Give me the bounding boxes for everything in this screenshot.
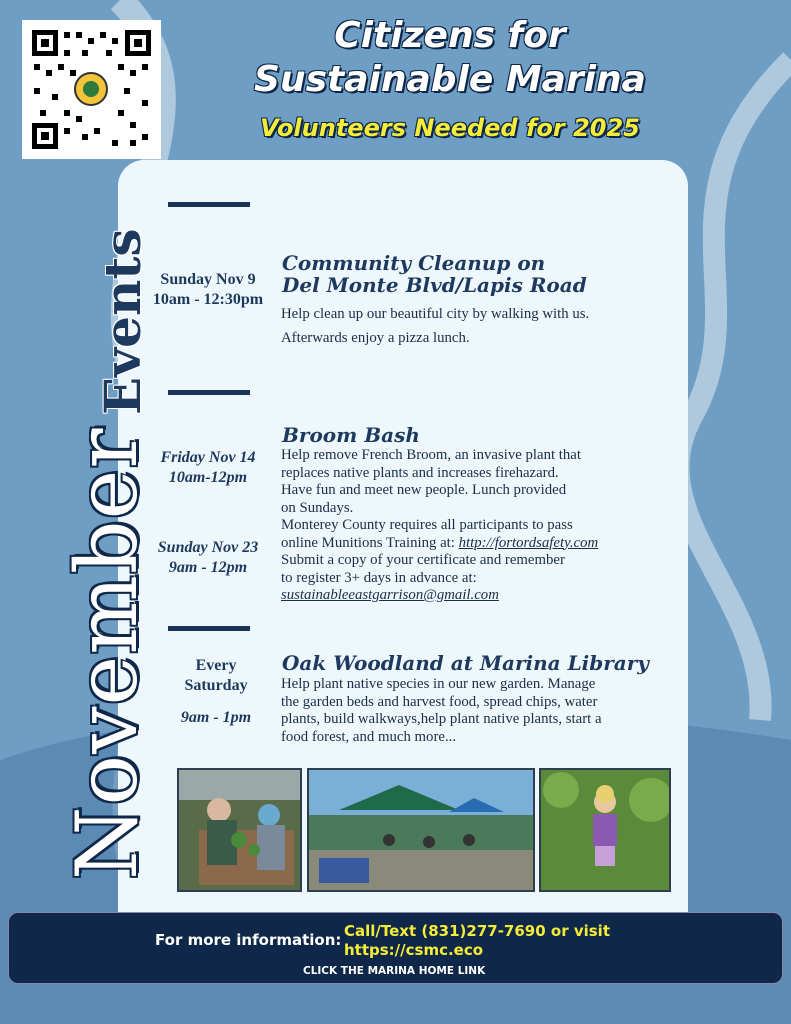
body-line: the garden beds and harvest food, spread chips, water xyxy=(281,693,598,710)
photo-event-tents xyxy=(307,768,535,892)
separator xyxy=(168,390,250,395)
date-time: 10am-12pm xyxy=(168,469,248,486)
footer-contact xyxy=(344,922,610,960)
event-3-title: Oak Woodland at Marina Library xyxy=(282,651,649,675)
body-text: online Munitions Training at: xyxy=(281,534,459,551)
contact-phone: Call/Text (831)277-7690 or visit xyxy=(344,922,610,940)
title-line-1: Citizens for xyxy=(334,15,566,56)
title-line-2: Sustainable Marina xyxy=(254,59,646,100)
date-day: Sunday Nov 9 xyxy=(160,271,256,288)
qr-code[interactable] xyxy=(22,20,161,159)
events-heading: Events xyxy=(93,228,152,415)
event-3-description xyxy=(281,676,666,746)
body-line: Monterey County requires all participants to pass xyxy=(281,517,573,533)
registration-email-link[interactable]: sustainableeastgarrison@gmail.com xyxy=(281,587,499,603)
website-link[interactable]: https://csmc.eco xyxy=(344,941,484,959)
page-title xyxy=(190,14,710,102)
home-link[interactable]: CLICK THE MARINA HOME LINK xyxy=(303,965,486,977)
photo-child-garden xyxy=(539,768,671,892)
event-2-date-b xyxy=(138,538,278,578)
separator xyxy=(168,626,250,631)
qr-code-icon xyxy=(22,20,161,159)
body-line xyxy=(281,535,666,553)
date-day: Friday Nov 14 xyxy=(160,449,256,466)
date-time: 10am - 12:30pm xyxy=(152,291,264,308)
body-line: Help plant native species in our new garden. Manage xyxy=(281,676,596,692)
date-time: 9am - 1pm xyxy=(180,709,252,726)
body-line: to register 3+ days in advance at: xyxy=(281,569,477,586)
date-day: Sunday Nov 23 xyxy=(157,539,259,556)
body-line: on Sundays. xyxy=(281,499,354,516)
garden-photo-icon xyxy=(179,770,300,890)
body-line: Help clean up our beautiful city by walking with us. xyxy=(281,306,590,322)
body-line: Submit a copy of your certificate and remember xyxy=(281,552,565,568)
date-day: Saturday xyxy=(184,677,248,694)
photo-garden-beds xyxy=(177,768,302,892)
page-subtitle: Volunteers Needed for 2025 xyxy=(260,114,640,142)
title-line: Community Cleanup on xyxy=(282,251,546,275)
separator xyxy=(168,202,250,207)
month-heading: November xyxy=(58,427,156,880)
body-line: replaces native plants and increases firehazard. xyxy=(281,464,559,481)
child-photo-icon xyxy=(541,770,669,890)
footer-bar xyxy=(8,912,783,984)
event-1-title xyxy=(282,252,587,296)
body-line xyxy=(281,587,666,605)
munitions-training-link[interactable]: http://fortordsafety.com xyxy=(458,534,599,551)
footer-label: For more information: xyxy=(155,931,342,949)
body-line: plants, build walkways,help plant native plants, start a xyxy=(281,711,602,727)
title-line: Del Monte Blvd/Lapis Road xyxy=(282,273,587,297)
event-1-description xyxy=(281,302,666,350)
date-time: 9am - 12pm xyxy=(168,559,248,576)
body-line: food forest, and much more... xyxy=(281,728,457,745)
body-line: Afterwards enjoy a pizza lunch. xyxy=(281,330,470,346)
body-line: Help remove French Broom, an invasive plant that xyxy=(281,447,581,463)
event-2-title: Broom Bash xyxy=(282,423,420,447)
tents-photo-icon xyxy=(309,770,533,890)
body-line: Have fun and meet new people. Lunch provided xyxy=(281,482,567,498)
event-2-description xyxy=(281,447,666,605)
event-3-date xyxy=(146,656,286,728)
event-1-date xyxy=(138,270,278,310)
date-day: Every xyxy=(195,657,237,674)
event-2-date-a xyxy=(138,448,278,488)
